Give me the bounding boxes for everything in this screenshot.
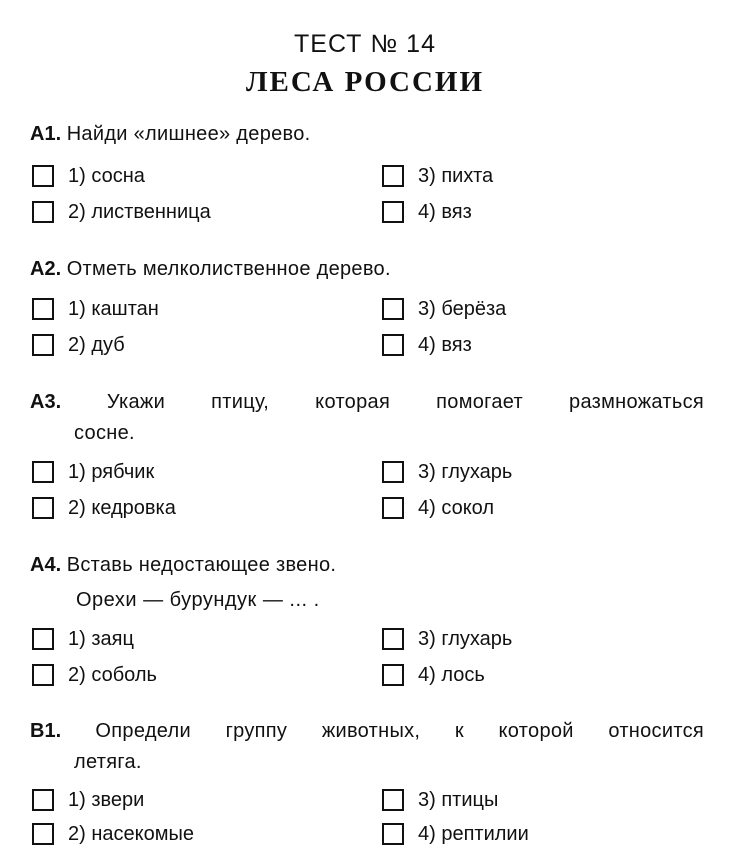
option-a4-2[interactable] bbox=[32, 661, 157, 689]
question-text: Вставь недостающее звено. bbox=[66, 554, 337, 576]
checkbox[interactable] bbox=[382, 628, 404, 650]
checkbox[interactable] bbox=[382, 664, 404, 686]
checkbox[interactable] bbox=[32, 628, 54, 650]
option-label: 2) дуб bbox=[68, 333, 125, 356]
option-label: 1) заяц bbox=[68, 627, 134, 650]
option-b1-3[interactable] bbox=[382, 786, 498, 814]
option-a2-3[interactable] bbox=[382, 295, 506, 323]
option-label: 3) птицы bbox=[418, 788, 499, 811]
option-label: 1) звери bbox=[68, 788, 145, 811]
checkbox[interactable] bbox=[382, 461, 404, 483]
question-a4 bbox=[30, 550, 704, 581]
question-number: A4. bbox=[30, 554, 62, 576]
option-a3-2[interactable] bbox=[32, 494, 176, 522]
option-label: 1) сосна bbox=[68, 164, 145, 187]
option-label: 3) глухарь bbox=[418, 460, 513, 483]
question-number: A2. bbox=[30, 258, 62, 280]
option-label: 4) лось bbox=[418, 663, 485, 686]
option-b1-2[interactable] bbox=[32, 820, 194, 848]
option-a4-1[interactable] bbox=[32, 625, 134, 653]
option-label: 4) вяз bbox=[418, 333, 472, 356]
option-a1-1[interactable] bbox=[32, 162, 145, 190]
option-label: 1) рябчик bbox=[68, 460, 155, 483]
option-a1-4[interactable] bbox=[382, 198, 472, 226]
question-b1 bbox=[30, 716, 704, 778]
checkbox[interactable] bbox=[32, 334, 54, 356]
option-a2-4[interactable] bbox=[382, 331, 472, 359]
checkbox[interactable] bbox=[382, 201, 404, 223]
option-label: 4) рептилии bbox=[418, 822, 529, 845]
checkbox[interactable] bbox=[382, 497, 404, 519]
option-label: 4) сокол bbox=[418, 496, 495, 519]
checkbox[interactable] bbox=[32, 461, 54, 483]
option-label: 4) вяз bbox=[418, 200, 472, 223]
option-a1-2[interactable] bbox=[32, 198, 211, 226]
checkbox[interactable] bbox=[382, 823, 404, 845]
option-label: 2) лиственница bbox=[68, 200, 211, 223]
option-a3-4[interactable] bbox=[382, 494, 494, 522]
option-a3-3[interactable] bbox=[382, 458, 512, 486]
food-chain: Орехи — бурундук — ... . bbox=[76, 589, 320, 611]
option-a2-1[interactable] bbox=[32, 295, 159, 323]
option-label: 2) насекомые bbox=[68, 822, 194, 845]
option-label: 2) кедровка bbox=[68, 496, 176, 519]
option-a1-3[interactable] bbox=[382, 162, 493, 190]
option-label: 3) пихта bbox=[418, 164, 494, 187]
checkbox[interactable] bbox=[382, 165, 404, 187]
checkbox[interactable] bbox=[32, 823, 54, 845]
question-text: Найди «лишнее» дерево. bbox=[66, 123, 311, 145]
option-a4-3[interactable] bbox=[382, 625, 512, 653]
test-number: ТЕСТ № 14 bbox=[294, 30, 436, 58]
checkbox[interactable] bbox=[382, 789, 404, 811]
option-label: 3) берёза bbox=[418, 297, 507, 320]
question-text: Определи группу животных, к которой относится bbox=[95, 720, 704, 742]
checkbox[interactable] bbox=[382, 334, 404, 356]
question-a3 bbox=[30, 387, 704, 449]
option-a3-1[interactable] bbox=[32, 458, 154, 486]
option-label: 2) соболь bbox=[68, 663, 157, 686]
checkbox[interactable] bbox=[32, 664, 54, 686]
option-b1-4[interactable] bbox=[382, 820, 529, 848]
checkbox[interactable] bbox=[32, 165, 54, 187]
question-text-continued: сосне. bbox=[74, 422, 135, 444]
question-text: Отметь мелколиственное дерево. bbox=[66, 258, 391, 280]
option-label: 1) каштан bbox=[68, 297, 159, 320]
checkbox[interactable] bbox=[32, 201, 54, 223]
option-label: 3) глухарь bbox=[418, 627, 513, 650]
test-title: ЛЕСА РОССИИ bbox=[245, 66, 485, 98]
checkbox[interactable] bbox=[32, 497, 54, 519]
question-number: A1. bbox=[30, 123, 62, 145]
question-a1 bbox=[30, 119, 704, 150]
question-text-continued: летяга. bbox=[74, 751, 142, 773]
checkbox[interactable] bbox=[32, 789, 54, 811]
question-number: B1. bbox=[30, 720, 62, 742]
checkbox[interactable] bbox=[32, 298, 54, 320]
option-a2-2[interactable] bbox=[32, 331, 125, 359]
option-b1-1[interactable] bbox=[32, 786, 144, 814]
question-number: A3. bbox=[30, 391, 62, 413]
option-a4-4[interactable] bbox=[382, 661, 485, 689]
question-a2 bbox=[30, 254, 704, 285]
checkbox[interactable] bbox=[382, 298, 404, 320]
question-text: Укажи птицу, которая помогает размножаться bbox=[106, 391, 704, 413]
